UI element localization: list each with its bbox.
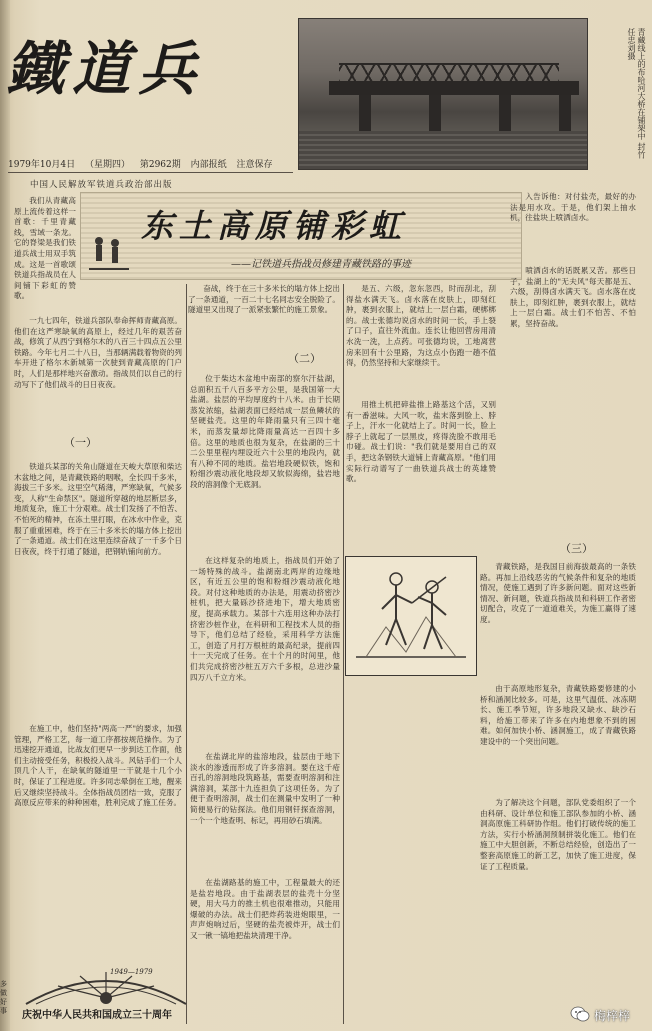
article-column [14, 724, 182, 960]
paragraph: 青藏铁路，是我国目前海拔最高的一条铁路。再加上沿线恶劣的气候条件和复杂的地质情况，使施工遇到了许多新问题。面对这些新情况、新问题，铁道兵指战员和科研工作者密切配合，攻克了一道道难关，为施工赢得了速度。 [480, 562, 636, 624]
bridge-photo [298, 18, 588, 170]
workers-illustration-icon [89, 233, 129, 273]
article-column [188, 284, 340, 340]
article-column [346, 400, 496, 496]
paragraph: 在盐湖路基的施工中，工程量最大的还是盐岩地段。由于盐湖表层的盐壳十分坚硬，用大马力的推土机也很难推动，只能用爆破的办法。战士们把炸药装进炮眼里，一声声炮响过后，坚硬的盐壳被炸开，战士们又一锹一镐地把盐块清理干净。 [190, 878, 340, 940]
paragraph: 在盐湖北岸的盐溶地段，盐层由于地下淡水的渗透而形成了许多溶洞。要在这千疮百孔的溶洞地段筑路基，需要查明溶洞和注满溶洞，某部十九连担负了这项任务。为了便于查明溶洞，战士们在测量中发明了一种简便易行的钻探法。他们用钢钎探查溶洞，一个一个地查明、标记，再用砂石填满。 [190, 752, 340, 825]
paragraph: 用推土机把碎盐推上路基这个活，又别有一番滋味。大风一吹，盐末落到脸上、脖子上，汗水一化就结上了。时间一长，脸上脖子上就起了一层黑皮，疼得洗脸不敢用毛巾碰。战士们说："我们就是要用自己的双手，把这条钢铁大道铺上青藏高原。"他们用实际行动谱写了一曲铁道兵战士的英雄赞歌。 [346, 400, 496, 484]
paragraph: 一九七四年，铁道兵部队奉命挥师青藏高原。他们在这严寒缺氧的高原上，经过几年的艰苦奋战，修筑了从西宁到格尔木的八百三十四点五公里铁路。今年七月二十八日，当那辆满载着物资的列车开进了格尔木新城第一次驶到青藏高原的门户时，人们是那样地兴奋激动。指战员们以自己的行动写下了他们战斗的日日夜夜。 [14, 316, 182, 389]
bridge-pier [559, 95, 571, 133]
paragraph: 位于柴达木盆地中南部的察尔汗盐湖，总面积五千八百多平方公里，是我国第一大盐湖。盐层的平均厚度约十八米。由于长期蒸发浓缩，盐湖表面已经结成一层鱼鳞状的坚硬盐壳。这里的年降雨量只有三四十毫米，而蒸发量却比降雨量高达一百四十多倍。这里的地质也很为复杂，在盐湖的三十二公里里程内埋设近六十公里的地段内，就有八种不同的地质。盐岩地段硬似铁，饱和粉细沙震动液化地段却又软似海绵，盐岩地段的溶洞像个无底洞。 [190, 374, 340, 489]
issue-meta-line [8, 157, 280, 170]
article-column [14, 316, 182, 416]
article-column [480, 798, 636, 998]
issue-weekday: （星期四） [84, 160, 130, 170]
paragraph: 为了解决这个问题，部队党委组织了一个由科研、设计单位和施工部队参加的小桥、涵洞高原施工科研协作组。他们打破传统的施工方法，实行小桥涵洞预制拼装化施工。他们在施工中大胆创新，不断总结经验，创造出了一整套高原施工的新工艺，加快了施工进度，保证了工程质量。 [480, 798, 636, 871]
watermark-text: 梅梓梓 [594, 1009, 631, 1023]
internal-note: 内部报纸 [190, 160, 227, 170]
masthead-title: 鐵道兵 [6, 35, 205, 103]
paragraph: 喷洒卤水的话既累又苦。那些日子，盐湖上的"无夫风"每天都是五、六级，刮得卤水满天飞。卤水落在皮肤上，即刻红肿，裹到衣服上，就结上一层白霜。战士们不怕苦、不怕累，坚持奋战。 [510, 266, 636, 328]
section-heading: （一） [64, 436, 97, 449]
bridge-pier [359, 95, 371, 133]
article-column [14, 196, 76, 314]
main-headline: 东土高原铺彩虹 [141, 207, 408, 245]
paragraph: 在这样复杂的地质上，指战员们开始了一场特殊的战斗。盐湖南北两岸的边缘地区，有近五公里的饱和粉细沙震动液化地段。对付这种地质的办法是，用震动挤密沙桩机，把大量砾沙挤进地下，增大地质密度，提高承载力。某部十六连用这种办法打挤密沙桩作业，在科研和工程技术人员的指导下，他们总结了经验，采用科学方法施工，创造了月打万根桩的最高纪录，提前四十一天完成了任务。在十个月的时间里，他们共完成挤密沙桩五万六千多根，总进沙量四万八千立方米。 [190, 556, 340, 682]
issue-number: 第2962期 [139, 160, 181, 170]
article-column [14, 462, 182, 722]
wechat-icon [570, 1005, 590, 1023]
paragraph: 奋战，终于在三十多米长的塌方体上挖出了一条通道，一百二十七名同志安全脱险了。隧道里又出现了一派紧张繁忙的施工景象。 [188, 284, 340, 315]
paragraph: 由于高原地形复杂，青藏铁路要修建的小桥和涵洞比较多。可是，这里气温低、冰冻期长、施工季节短，许多地段又缺水、缺沙石料，给施工带来了许多在内地想象不到的困难。如何加快小桥、涵洞施工，成了青藏铁路建设中的一个突出问题。 [480, 684, 636, 746]
article-column [346, 284, 496, 396]
page-fold-shadow [0, 0, 10, 1031]
paragraph: 铁道兵某部的关角山隧道在天峻大草原和柴达木盆地之间，是青藏铁路的咽喉，全长四千多米，海拔三千多米。这里空气稀薄，严寒缺氧，气候多变，人称"生命禁区"。隧道所穿越的地层断层多，地质复杂，施工十分艰难。战士们发扬了不怕苦、不怕死的精神，在冻土里打眼，在冰水中作业，克服了重重困难，终于在三十多米长的塌方体上挖出了一条通道。战士们在这里连续奋战了一千多个日日夜夜，终于打通了隧道，把钢轨铺向前方。 [14, 462, 182, 556]
article-column [510, 266, 636, 486]
masthead [6, 8, 291, 148]
workers-sketch [345, 556, 477, 676]
article-column [190, 752, 340, 872]
bridge-truss [339, 63, 559, 83]
anniversary-slogan: 庆祝中华人民共和国成立三十周年 [22, 1010, 172, 1021]
article-column [190, 878, 340, 1018]
paragraph: 在施工中，他们坚持"两高一严"的要求，加强管理，严格工艺，每一道工序都按规范操作。为了迅速挖开通道，比战友们更早一步到达工作面，他们主动接受任务，积极投入战斗。风钻手们一个人顶几个人干，在缺氧的隧道里一干就是十几个小时，保证了工程进度。许多同志晕倒在工地，醒来后又继续坚持战斗。全体指战员团结一致，克服了高原反应带来的种种困难，胜利完成了施工任务。 [14, 724, 182, 808]
paragraph: 入告诉他：对付盐壳，最好的办法是用水攻。于是，他们架上抽水机，往盐块上喷洒卤水。 [510, 192, 636, 223]
issue-date: 1979年10月4日 [8, 160, 76, 170]
bridge-pier [429, 95, 441, 133]
edge-fragment-text: 多做好事 [0, 980, 7, 1015]
article-column [480, 562, 636, 680]
bridge-pier [499, 95, 511, 133]
section-heading: （三） [560, 542, 593, 555]
article-column [510, 192, 636, 262]
article-column [190, 374, 340, 552]
headline-banner [80, 192, 522, 280]
article-column [190, 556, 340, 746]
keep-secret-note: 注意保存 [236, 160, 273, 170]
river-water [299, 131, 587, 169]
workers-sketch-icon [346, 557, 476, 675]
masthead-rule [8, 172, 293, 173]
anniversary-years: 1949—1979 [110, 968, 153, 976]
paragraph: 我们从青藏高原上流传着这样一首歌：千里青藏线，雪域一条龙。它的脊梁是我们铁道兵战士用双手筑成。这是一首歌颂铁道兵指战员在人间铺下彩虹的赞歌。 [14, 196, 76, 301]
paragraph: 是五、六级，忽东忽西，时而刮北，刮得盐水满天飞。卤水落在皮肤上，即刻红肿，裹到衣服上，就结上一层白霜，硬梆梆的。战士张德均说卤水的时间一长，手上裂了口子，直往外流血。连长让他回营房用清水洗一洗，上点药。可张德均说，工地离营房来回有十公里路，为这点小伤跑一趟不值得，仍然坚持和大家继续干。 [346, 284, 496, 368]
bridge-deck [329, 81, 579, 95]
section-heading: （二） [288, 352, 321, 365]
column-divider [343, 284, 344, 1024]
photo-caption: 青藏线上的布哈河大桥在铺架中 封竹 任忠刘摄 [627, 28, 646, 159]
article-column [480, 684, 636, 794]
sub-headline: ——记铁道兵指战员修建青藏铁路的事迹 [231, 259, 411, 270]
publisher-line: 中国人民解放军铁道兵政治部出版 [30, 180, 173, 190]
column-divider [186, 284, 187, 1024]
watermark [566, 1004, 646, 1024]
